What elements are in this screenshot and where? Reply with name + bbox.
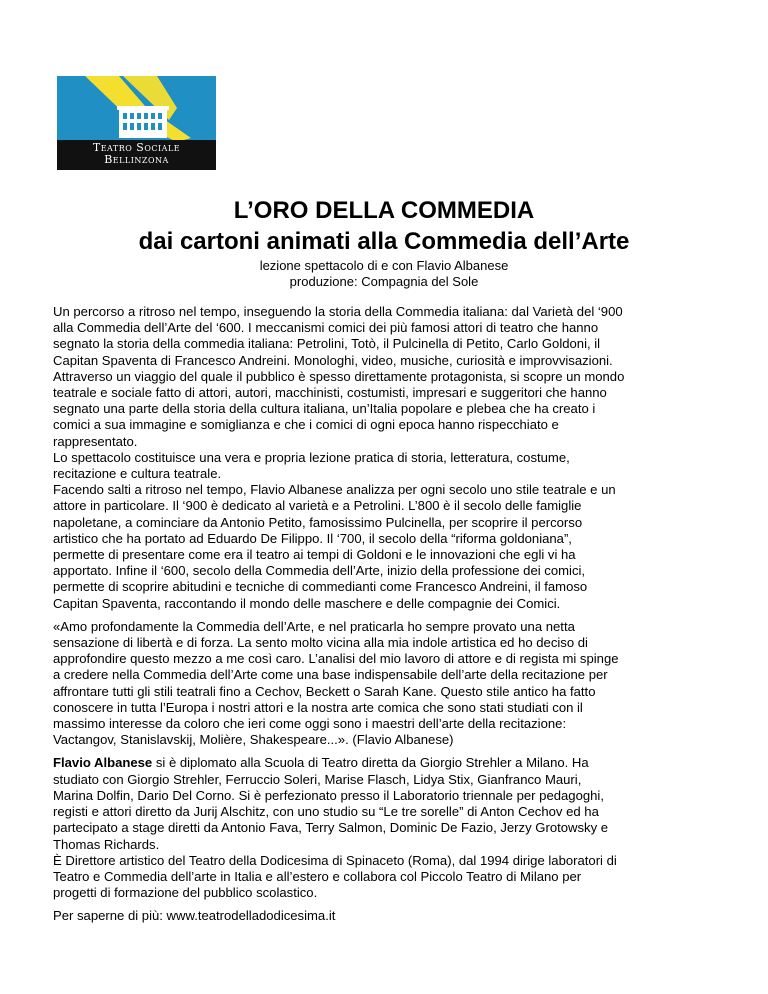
text-line: apportato. Infine il ‘600, secolo della Commedia dell’Arte, inizio della professione dei comici, bbox=[53, 563, 586, 579]
text-line: Capitan Spaventa, raccontando il mondo delle maschere e delle compagnie dei Comici. bbox=[53, 595, 561, 611]
title-line1: L’ORO DELLA COMMEDIA bbox=[233, 197, 535, 224]
text-line: Un percorso a ritroso nel tempo, inseguendo la storia della Commedia italiana: dal Varietà del ‘900 bbox=[53, 304, 623, 319]
credits bbox=[0, 258, 768, 290]
text-line: approfondire questo mezzo a me così caro. L’analisi del mio lavoro di attore e di regista mi spinge bbox=[53, 651, 619, 667]
credits-production: produzione: Compagnia del Sole bbox=[289, 274, 479, 289]
credits-author: lezione spettacolo di e con Flavio Albanese bbox=[259, 258, 509, 273]
text-line: permette di scoprire abitudini e tecniche di commedianti come Francesco Andreini, il famoso bbox=[53, 579, 588, 595]
text-line: Marina Dolfin, Dario Del Corno. Si è perfezionato presso il Laboratorio triennale per pedagoghi, bbox=[53, 787, 604, 803]
text-line: Attraverso un viaggio del quale il pubblico è spesso direttamente protagonista, si scopre un mondo bbox=[53, 368, 625, 384]
text-line: sensazione di libertà e di forza. La sento molto vicina alla mia indole artistica ed ho deciso di bbox=[53, 635, 588, 651]
text-line: conoscere in tutta l’Europa i nostri attori e la nostra arte comica che sono stati studiati con il bbox=[53, 699, 583, 715]
teatro-sociale-logo bbox=[57, 76, 216, 170]
text-line: registi e attori diretto da Jurij Alschitz, con uno studio su “Le tre sorelle” di Anton Cechov ed ha bbox=[53, 804, 599, 820]
text-line: Capitan Spaventa di Francesco Andreini. Monologhi, video, musiche, curiosità e improvvisazioni. bbox=[53, 352, 613, 368]
more-info-link[interactable]: Per saperne di più: www.teatrodelladodicesima.it bbox=[53, 908, 336, 924]
text-line: segnato una parte della storia della cultura italiana, un’Italia popolare e plebea che ha creato i bbox=[53, 401, 596, 417]
text-line: Teatro e Commedia dell’arte in Italia e all’estero e collabora col Piccolo Teatro di Milano per bbox=[53, 868, 582, 884]
text-line: rappresentato. bbox=[53, 433, 138, 449]
text-line: teatrale e sociale fatto di attori, autori, macchinisti, costumisti, impresari e suggeritori che hanno bbox=[53, 385, 607, 401]
text-line: Thomas Richards. bbox=[53, 836, 160, 852]
text-line: È Direttore artistico del Teatro della Dodicesima di Spinaceto (Roma), dal 1994 dirige laboratori di bbox=[53, 852, 617, 868]
title-line2: dai cartoni animati alla Commedia dell’Arte bbox=[138, 228, 630, 255]
text-line: permette di presentare come era il teatro ai tempi di Goldoni e le innovazioni che egli vi ha bbox=[53, 547, 576, 563]
body-text bbox=[53, 304, 718, 925]
text-line: affrontare tutti gli stili teatrali fino a Cechov, Beckett o Sarah Kane. Questo stile antico ha fatto bbox=[53, 683, 596, 699]
text-line: attore in particolare. Il ‘900 è dedicato al varietà e a Petrolini. L’800 è il secolo delle famiglie bbox=[53, 498, 582, 514]
text-line: comici a sua immagine e somiglianza e che i comici di ogni epoca hanno rispecchiato e bbox=[53, 417, 559, 433]
paragraph-quote bbox=[53, 619, 718, 749]
text-line bbox=[53, 755, 718, 771]
paragraph-intro bbox=[53, 304, 718, 612]
text-line: partecipato a stage diretti da Antonio Fava, Terry Salmon, Dominic De Fazio, Jerzy Grotowsky e bbox=[53, 820, 609, 836]
text-line: Lo spettacolo costituisce una vera e propria lezione pratica di storia, letteratura, costume, bbox=[53, 449, 570, 465]
bio-first-line: si è diplomato alla Scuola di Teatro diretta da Giorgio Strehler a Milano. Ha bbox=[152, 755, 589, 771]
bio-name: Flavio Albanese bbox=[53, 755, 153, 771]
text-line: artistico che ha portato ad Eduardo De Filippo. Il ‘700, il secolo della “riforma goldoniana”, bbox=[53, 530, 572, 546]
text-line: a credere nella Commedia dell’Arte come una base indispensabile dell’arte della recitazione per bbox=[53, 667, 608, 683]
theatre-building-icon bbox=[117, 106, 169, 138]
text-line: «Amo profondamente la Commedia dell’Arte, e nel praticarla ho sempre provato una netta bbox=[53, 618, 575, 634]
logo-text-line2: Bellinzona bbox=[104, 153, 169, 166]
text-line: Vactangov, Stanislavskij, Molière, Shakespeare...». (Flavio Albanese) bbox=[53, 732, 454, 748]
text-line: studiato con Giorgio Strehler, Ferruccio Soleri, Marise Flasch, Lidya Stix, Gianfranco Mauri, bbox=[53, 771, 582, 787]
text-line: massimo interesse da coloro che ieri come oggi sono i maestri dell’arte della recitazione: bbox=[53, 716, 567, 732]
logo-text-line1: Teatro Sociale bbox=[92, 141, 181, 154]
text-line: recitazione e cultura teatrale. bbox=[53, 466, 222, 482]
text-line: alla Commedia dell’Arte del ‘600. I meccanismi comici dei più famosi attori di teatro che hanno bbox=[53, 320, 599, 336]
title-block bbox=[0, 195, 768, 257]
text-line: napoletane, a cominciare da Antonio Petito, famosissimo Pulcinella, per scoprire il percorso bbox=[53, 514, 583, 530]
text-line: Facendo salti a ritroso nel tempo, Flavio Albanese analizza per ogni secolo uno stile teatrale e un bbox=[53, 482, 616, 498]
text-line: segnato la storia della commedia italiana: Petrolini, Totò, il Pulcinella di Petito, Carlo Goldoni, il bbox=[53, 336, 601, 352]
text-line: progetti di formazione del pubblico scolastico. bbox=[53, 885, 318, 901]
paragraph-bio bbox=[53, 755, 718, 901]
